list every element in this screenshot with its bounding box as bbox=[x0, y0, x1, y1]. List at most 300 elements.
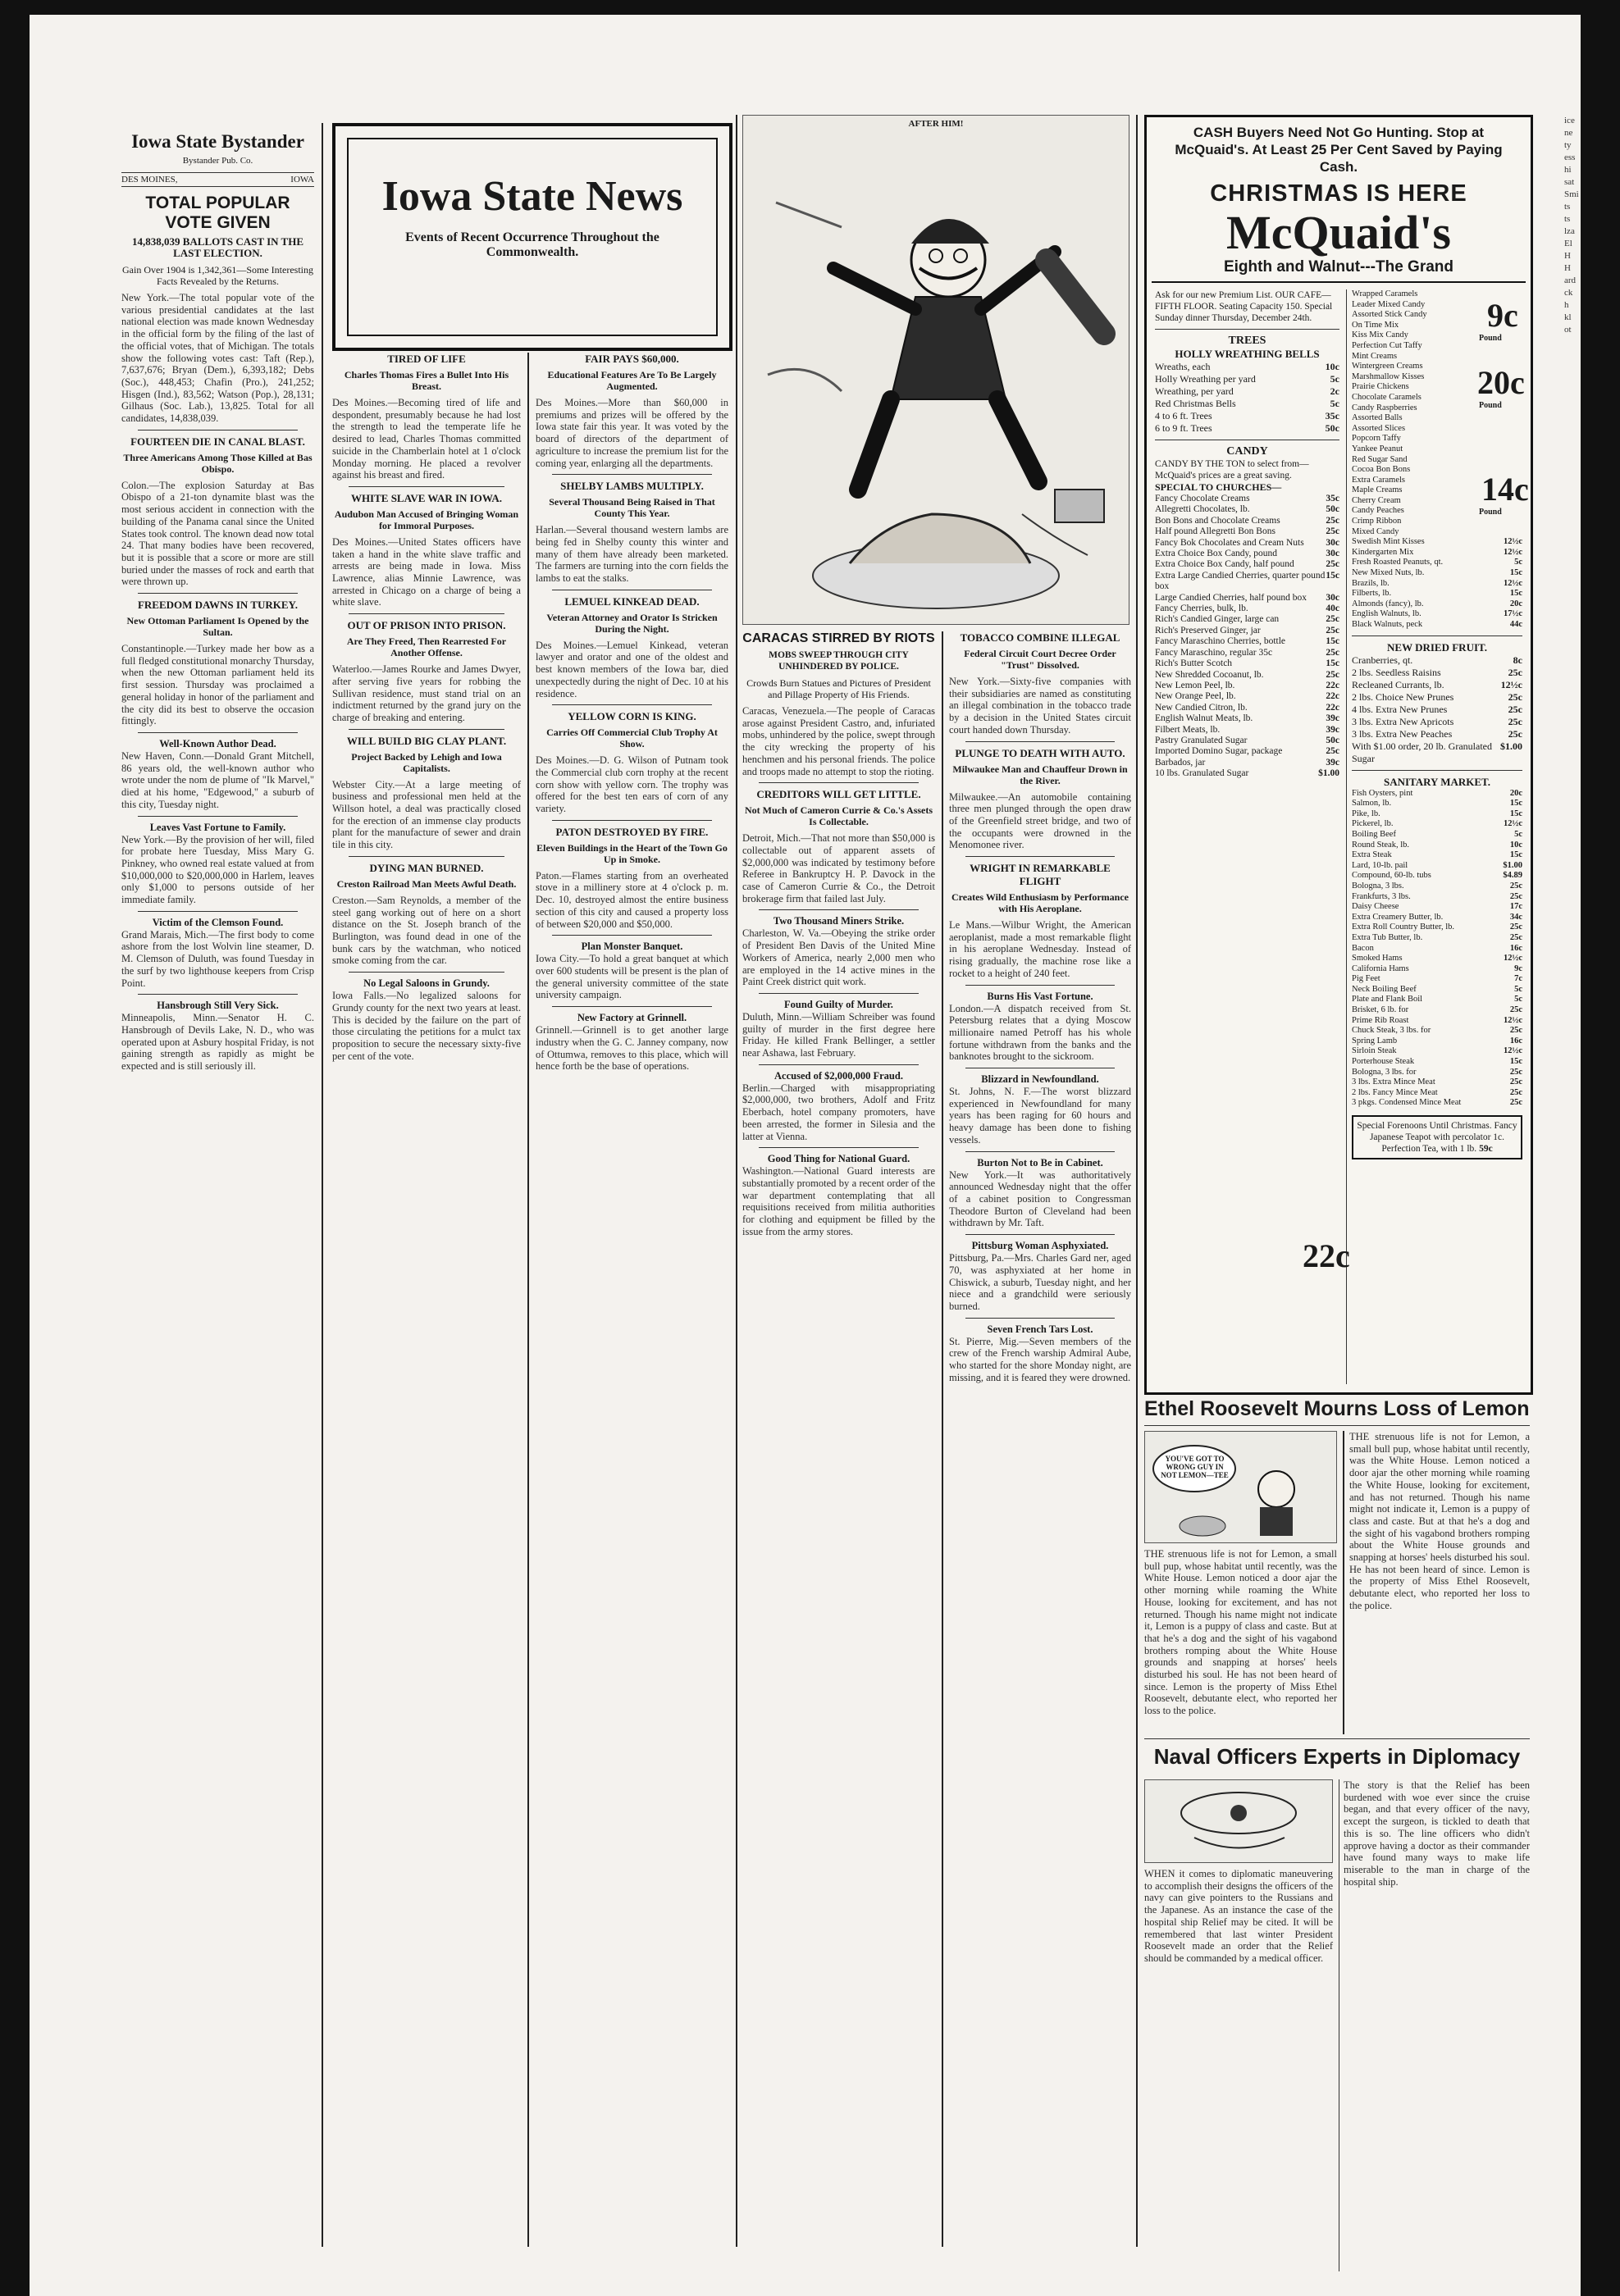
item-price: 25c bbox=[1509, 1087, 1522, 1097]
price-row bbox=[1352, 654, 1522, 667]
item-name: Round Steak, lb. bbox=[1352, 840, 1409, 850]
slave-subhead: Audubon Man Accused of Bringing Woman for Immoral Purposes. bbox=[334, 508, 519, 531]
column-4 bbox=[742, 631, 935, 2288]
item-name: Cherry Cream bbox=[1352, 495, 1401, 505]
item-price: 20c bbox=[1509, 599, 1522, 608]
item-price: 12½c bbox=[1503, 1015, 1522, 1025]
ad-big-price-3: 14c bbox=[1481, 471, 1529, 508]
price-row bbox=[1352, 413, 1522, 424]
price-row bbox=[1352, 892, 1522, 903]
item-price: 7c bbox=[1514, 974, 1522, 984]
state-news-title: Iowa State News bbox=[381, 173, 683, 220]
item-name: 3 lbs. Extra New Peaches bbox=[1352, 727, 1453, 740]
item-name: Recleaned Currants, lb. bbox=[1352, 678, 1444, 690]
auto-story: Milwaukee.—An automobile containing three men plunged through the open draw of the Greenfield street bridge, and two of the occupants were drowned in the Menomonee river. bbox=[949, 790, 1131, 851]
lemon-story: THE strenuous life is not for Lemon, a small bull pup, whose habitat until recently, was the White House. Lemon noticed a door ajar the other morning while roaming the White House, looking for excitement, and has not returned. Though his name might not indicate it, Lemon is a puppy of class and caste. But at that he's a dog and the sight of his vagabond brothers romping about the White House grounds and snapping at horses' heels disturbed his soul. He has not been heard of since. Lemon is the property of Miss Ethel Roosevelt, debutante elect, who reported her loss to the police. bbox=[1144, 1548, 1337, 1717]
item-price: 25c bbox=[1509, 932, 1522, 942]
item-name: Allegretti Chocolates, lb. bbox=[1155, 504, 1250, 515]
fair-story: Des Moines.—More than $60,000 in premiums and prizes will be offered by the Iowa state fair this year. It was voted by the board of directors of the department of agriculture to increase the premium list for the coming year, enlarging all the departments. bbox=[536, 397, 728, 469]
item-name: New Candied Citron, lb. bbox=[1155, 702, 1248, 713]
item-name: Maple Creams bbox=[1352, 485, 1403, 495]
price-row bbox=[1352, 985, 1522, 995]
item-name: Bon Bons and Chocolate Creams bbox=[1155, 515, 1280, 526]
price-row bbox=[1352, 620, 1522, 631]
ad-left-column bbox=[1155, 289, 1339, 780]
item-name: Cranberries, qt. bbox=[1352, 654, 1413, 666]
masthead-state: IOWA bbox=[290, 175, 314, 184]
price-row bbox=[1352, 1088, 1522, 1099]
item-name: Neck Boiling Beef bbox=[1352, 984, 1417, 994]
item-name: Spring Lamb bbox=[1352, 1036, 1398, 1046]
price-row bbox=[1155, 549, 1339, 559]
item-name: Chuck Steak, 3 lbs. for bbox=[1352, 1026, 1431, 1036]
item-name: Cocoa Bon Bons bbox=[1352, 465, 1411, 475]
item-name: Swedish Mint Kisses bbox=[1352, 537, 1425, 547]
item-price: 5c bbox=[1514, 995, 1522, 1004]
item-name: 4 lbs. Extra New Prunes bbox=[1352, 703, 1448, 715]
item-price: 15c bbox=[1509, 799, 1522, 809]
item-name: Extra Roll Country Butter, lb. bbox=[1352, 922, 1454, 932]
item-price: 16c bbox=[1509, 1036, 1522, 1046]
adjacent-page-strip: ice ne ty ess hi sat Smi ts ts lza El H H ard ck h kl ot bbox=[1564, 116, 1579, 335]
miners-story: Charleston, W. Va.—Obeying the strike order of President Ben Davis of the United Mine Workers of America, nearly 2,000 men who are employed in the 14 active mines in the Paint Creek district quit work. bbox=[742, 927, 935, 988]
item-price: 25c bbox=[1509, 1005, 1522, 1015]
price-row bbox=[1352, 995, 1522, 1005]
price-row bbox=[1352, 1026, 1522, 1036]
blizzard-headline: Blizzard in Newfoundland. bbox=[981, 1073, 1099, 1086]
price-row bbox=[1155, 736, 1339, 746]
guard-headline: Good Thing for National Guard. bbox=[767, 1153, 910, 1165]
tobacco-story: New York.—Sixty-five companies with their subsidiaries are named as constituting an illegal combination in the tobacco trade by a decision in the United States circuit court handed down Thursday. bbox=[949, 676, 1131, 736]
dying-story: Creston.—Sam Reynolds, a member of the steel gang working out of here on a short distance on the St. Joseph branch of the Burlington, was found dead in one of the bunk cars by the watchman, who noticed smoke coming from the car. bbox=[332, 894, 521, 967]
ad-cash-buyers: CASH Buyers Need Not Go Hunting. Stop at McQuaid's. At Least 25 Per Cent Saved by Paying Cash. bbox=[1175, 125, 1503, 175]
ad-sanitary-list bbox=[1352, 789, 1522, 1109]
masthead-city: DES MOINES, bbox=[121, 175, 178, 184]
item-name: Pike, lb. bbox=[1352, 809, 1380, 818]
item-name: Popcorn Taffy bbox=[1352, 434, 1401, 444]
item-name: Rich's Butter Scotch bbox=[1155, 658, 1233, 669]
item-price: 40c bbox=[1326, 604, 1339, 614]
item-name: Almonds (fancy), lb. bbox=[1352, 599, 1424, 608]
price-row bbox=[1352, 799, 1522, 809]
item-price: 10c bbox=[1509, 840, 1522, 850]
item-price: 34c bbox=[1509, 912, 1522, 922]
naval-illustration bbox=[1144, 1779, 1333, 1863]
item-name: Pastry Granulated Sugar bbox=[1155, 735, 1248, 745]
caracas-subhead: MOBS SWEEP THROUGH CITY UNHINDERED BY POLICE. bbox=[769, 650, 909, 672]
item-price: 15c bbox=[1326, 636, 1339, 647]
item-name: Crimp Ribbon bbox=[1352, 517, 1402, 526]
item-price: 25c bbox=[1326, 647, 1339, 658]
factory-story: Grinnell.—Grinnell is to get another large industry when the G. C. Janney company, now of Ottumwa, removes to this place, which will hence forth be the base of operations. bbox=[536, 1024, 728, 1073]
factory-headline: New Factory at Grinnell. bbox=[577, 1012, 687, 1024]
lemon-cartoon bbox=[1144, 1431, 1337, 1543]
column-3 bbox=[536, 353, 728, 2288]
fortune-story: New York.—By the provision of her will, filed for probate here Tuesday, Miss Mary G. Pinkney, who owned real estate valued at from $10,000,000 to $20,000,000 in Harlem, leaves only $1,000 to persons outside of her immediate family. bbox=[121, 833, 314, 906]
price-row bbox=[1352, 589, 1522, 599]
ad-dried-heading: NEW DRIED FRUIT. bbox=[1387, 640, 1487, 654]
price-row bbox=[1352, 679, 1522, 691]
canal-headline: FOURTEEN DIE IN CANAL BLAST. bbox=[130, 435, 305, 448]
price-row bbox=[1352, 691, 1522, 704]
creditors-story: Detroit, Mich.—That not more than $50,000 is collectable out of apparent assets of $2,000,000 was indicated by testimony before Referee in Bankruptcy H. P. Davock in the case of Cameron Currie & Co., the Detroit brokerage firm that failed last July. bbox=[742, 832, 935, 904]
state-news-subtitle: Events of Recent Occurrence Throughout the Commonwealth. bbox=[405, 230, 659, 259]
ad-store-name: McQuaid's bbox=[1226, 206, 1451, 259]
item-name: 10 lbs. Granulated Sugar bbox=[1155, 768, 1249, 779]
canal-subhead: Three Americans Among Those Killed at Bas Obispo. bbox=[123, 451, 313, 475]
item-price: 25c bbox=[1509, 1026, 1522, 1036]
ad-candy-note: CANDY BY THE TON to select from—McQuaid's prices are a great saving. bbox=[1155, 459, 1309, 481]
item-name: Extra Steak bbox=[1352, 850, 1392, 860]
naval-right-col bbox=[1344, 1779, 1530, 1888]
price-row bbox=[1352, 789, 1522, 800]
banquet-story: Iowa City.—To hold a great banquet at which over 600 students will be present is the plan of the general university committee of the state university campaign. bbox=[536, 953, 728, 1001]
caracas-story: Caracas, Venezuela.—The people of Caracas arose against President Castro, and, infuriated mobs, unhindered by the police, swept through the city wrecking the property of his henchmen and his personal friends. The police and troops made no attempt to stop the rioting. bbox=[742, 705, 935, 777]
item-name: Perfection Cut Taffy bbox=[1352, 340, 1422, 350]
item-price: 15c bbox=[1509, 809, 1522, 818]
item-price: 22c bbox=[1326, 691, 1339, 702]
price-row bbox=[1155, 758, 1339, 768]
tired-story: Des Moines.—Becoming tired of life and despondent, presumably because he had lost the strength to lead the temperate life he desired to lead, Charles Thomas committed suicide in the Chamberlain hotel at 1 o'clock Monday morning. He placed a revolver against his breast and fired. bbox=[332, 397, 521, 481]
item-price: 15c bbox=[1509, 568, 1522, 578]
clemson-headline: Victim of the Clemson Found. bbox=[152, 916, 284, 928]
burton-story: New York.—It was authoritatively announced Wednesday night that the offer of a cabinet position to Congressman Theodore Burton of Cleveland had been withdrawn by Mr. Taft. bbox=[949, 1168, 1131, 1229]
price-row bbox=[1352, 609, 1522, 620]
ad-big-price-1: 9c bbox=[1487, 297, 1518, 334]
price-row bbox=[1155, 691, 1339, 702]
prison-headline: OUT OF PRISON INTO PRISON. bbox=[347, 619, 506, 632]
price-row bbox=[1352, 716, 1522, 728]
hansbrough-story: Minneapolis, Minn.—Senator H. C. Hansbrough of Devils Lake, N. D., who was operated upon at Asbury hospital Friday, is not gaining strength as rapidly as might be expected and is still seriously ill. bbox=[121, 1012, 314, 1073]
item-name: Plate and Flank Boil bbox=[1352, 995, 1423, 1004]
price-row bbox=[1155, 373, 1339, 385]
item-name: Filbert Meats, lb. bbox=[1155, 724, 1221, 735]
clay-headline: WILL BUILD BIG CLAY PLANT. bbox=[346, 734, 507, 747]
price-row bbox=[1155, 768, 1339, 779]
miners-headline: Two Thousand Miners Strike. bbox=[773, 915, 905, 927]
item-price: 25c bbox=[1326, 625, 1339, 636]
item-name: 6 to 9 ft. Trees bbox=[1155, 422, 1212, 434]
item-price: 25c bbox=[1326, 526, 1339, 537]
burns-story: London.—A dispatch received from St. Petersburg relates that a dying Moscow millionaire named Petroff has his whole fortune withdrawn from the banks and the banknotes brought to the sickroom. bbox=[949, 1002, 1131, 1063]
ad-candy-list bbox=[1155, 494, 1339, 780]
item-price: $4.89 bbox=[1503, 871, 1522, 881]
price-row bbox=[1352, 882, 1522, 892]
item-price: 50c bbox=[1325, 422, 1339, 434]
auto-headline: PLUNGE TO DEATH WITH AUTO. bbox=[955, 746, 1125, 759]
item-price: 2c bbox=[1330, 385, 1339, 397]
item-name: Fancy Maraschino Cherries, bottle bbox=[1155, 636, 1286, 647]
ad-candy-heading: CANDY bbox=[1226, 445, 1268, 458]
item-name: Wreaths, each bbox=[1155, 361, 1211, 372]
kinkead-subhead: Veteran Attorney and Orator Is Stricken During the Night. bbox=[546, 611, 718, 635]
price-row bbox=[1352, 434, 1522, 444]
item-name: Rich's Candied Ginger, large can bbox=[1155, 614, 1280, 625]
burton-headline: Burton Not to Be in Cabinet. bbox=[977, 1156, 1103, 1168]
wright-story: Le Mans.—Wilbur Wright, the American aeroplanist, made a most remarkable flight in his aeroplane Wednesday. Instead of rising gradually, the machine rose like a rocket to a height of 240 feet. bbox=[949, 919, 1131, 979]
naval-story-1: WHEN it comes to diplomatic maneuvering to accomplish their designs the officers of the navy can give pointers to the Russians and the Japanese. As an instance the case of the hospital ship Relief may be cited. It will be remembered that last winter President Roosevelt made an order that the Relief should be commanded by a medical officer. bbox=[1144, 1868, 1333, 1964]
price-row bbox=[1352, 558, 1522, 568]
item-price: 25c bbox=[1508, 703, 1522, 715]
masthead-dateline bbox=[121, 172, 314, 187]
ad-big-label-2: Pound bbox=[1479, 401, 1502, 410]
item-price: 12½c bbox=[1503, 1046, 1522, 1056]
item-price: 50c bbox=[1326, 735, 1339, 745]
price-row bbox=[1155, 398, 1339, 410]
paton-story: Paton.—Flames starting from an overheated stove in a millinery store at 4 o'clock p. m. Dec. 10, destroyed almost the entire business section of this city and caused a property loss of between $20,000 and $50,000. bbox=[536, 869, 728, 930]
prison-story: Waterloo.—James Rourke and James Dwyer, after serving five years for robbing the Sullivan residence, must stand trial on an indictment returned by the grand jury on the charge of breaking and entering. bbox=[332, 663, 521, 723]
item-price: 15c bbox=[1326, 658, 1339, 669]
ad-churches: SPECIAL TO CHURCHES— bbox=[1155, 481, 1282, 493]
turkey-story: Constantinople.—Turkey made her bow as a full fledged constitutional monarchy Thursday, when the new Ottoman parliament held its first session. Thursday was proclaimed a general holiday in honor of the parliament and the city did its best to observe the occasion fittingly. bbox=[121, 643, 314, 727]
item-price: 30c bbox=[1326, 549, 1339, 559]
item-name: Extra Tub Butter, lb. bbox=[1352, 932, 1423, 942]
item-price: $1.00 bbox=[1318, 768, 1339, 779]
item-price: 10c bbox=[1325, 361, 1339, 372]
price-row bbox=[1155, 559, 1339, 570]
caracas-headline: CARACAS STIRRED BY RIOTS bbox=[742, 631, 935, 645]
item-name: 2 lbs. Fancy Mince Meat bbox=[1352, 1087, 1438, 1097]
item-price: 25c bbox=[1508, 690, 1522, 703]
wright-headline: WRIGHT IN REMARKABLE FLIGHT bbox=[970, 862, 1111, 888]
item-name: Compound, 60-lb. tubs bbox=[1352, 871, 1431, 881]
item-price: 17½c bbox=[1503, 609, 1522, 619]
item-price: $1.00 bbox=[1503, 860, 1522, 870]
price-row bbox=[1155, 516, 1339, 526]
price-row bbox=[1352, 1036, 1522, 1047]
item-price: 25c bbox=[1509, 1067, 1522, 1077]
ad-big-price-4: 22c bbox=[1303, 1237, 1350, 1274]
author-story: New Haven, Conn.—Donald Grant Mitchell, 86 years old, the well-known author who wrote under the nom de plume of "Ik Marvel," died at his home, "Edgewood," a suburb of this city, Tuesday night. bbox=[121, 749, 314, 810]
paton-subhead: Eleven Buildings in the Heart of the Town Go Up in Smoke. bbox=[536, 841, 728, 865]
guard-story: Washington.—National Guard interests are substantially promoted by a recent order of the war department contemplating that all requisitions received from militia authorities for clothing and equipment be filled by the issue from the army stores. bbox=[742, 1165, 935, 1237]
asphyxiated-headline: Pittsburg Woman Asphyxiated. bbox=[971, 1240, 1109, 1252]
item-name: Assorted Stick Candy bbox=[1352, 310, 1427, 320]
price-row bbox=[1352, 974, 1522, 985]
price-row bbox=[1155, 713, 1339, 724]
price-row bbox=[1155, 703, 1339, 713]
item-name: New Mixed Nuts, lb. bbox=[1352, 568, 1425, 578]
naval-headline: Naval Officers Experts in Diplomacy bbox=[1153, 1744, 1521, 1769]
item-price: 30c bbox=[1326, 537, 1339, 548]
item-price: 25c bbox=[1509, 922, 1522, 932]
item-name: On Time Mix bbox=[1352, 320, 1399, 330]
item-name: 4 to 6 ft. Trees bbox=[1155, 410, 1212, 421]
price-row bbox=[1155, 538, 1339, 549]
turkey-subhead: New Ottoman Parliament Is Opened by the Sultan. bbox=[126, 615, 309, 639]
item-name: 3 lbs. Extra New Apricots bbox=[1352, 715, 1454, 727]
price-row bbox=[1155, 626, 1339, 636]
item-price: 25c bbox=[1326, 614, 1339, 625]
ad-dried-list bbox=[1352, 654, 1522, 765]
fortune-headline: Leaves Vast Fortune to Family. bbox=[149, 821, 286, 833]
price-row bbox=[1155, 614, 1339, 625]
item-name: 3 pkgs. Condensed Mince Meat bbox=[1352, 1098, 1462, 1108]
item-name: Rich's Preserved Ginger, jar bbox=[1155, 625, 1261, 636]
item-name: Marshmallow Kisses bbox=[1352, 371, 1425, 381]
item-name: Extra Choice Box Candy, pound bbox=[1155, 549, 1278, 559]
item-price: 25c bbox=[1326, 669, 1339, 680]
item-name: 2 lbs. Choice New Prunes bbox=[1352, 690, 1454, 703]
price-row bbox=[1155, 571, 1339, 593]
item-name: Kindergarten Mix bbox=[1352, 547, 1414, 557]
item-price: 25c bbox=[1508, 727, 1522, 740]
ad-big-label-1: Pound bbox=[1479, 334, 1502, 343]
grundy-headline: No Legal Saloons in Grundy. bbox=[363, 977, 490, 990]
ad-sanitary-heading: SANITARY MARKET. bbox=[1383, 775, 1491, 788]
corn-headline: YELLOW CORN IS KING. bbox=[568, 710, 696, 723]
price-row bbox=[1155, 681, 1339, 691]
ad-address: Eighth and Walnut---The Grand bbox=[1223, 258, 1454, 276]
lead-subhead: 14,838,039 BALLOTS CAST IN THE LAST ELECTION. bbox=[131, 235, 304, 259]
item-price: 25c bbox=[1326, 515, 1339, 526]
price-row bbox=[1352, 819, 1522, 830]
item-name: With $1.00 order, 20 lb. Granulated Sugar bbox=[1352, 740, 1492, 764]
prison-subhead: Are They Freed, Then Rearrested For Another Offense. bbox=[346, 636, 507, 659]
lemon-article-continued bbox=[1349, 1431, 1530, 1734]
item-name: Chocolate Caramels bbox=[1352, 392, 1421, 402]
item-name: Fancy Cherries, bulk, lb. bbox=[1155, 604, 1248, 614]
naval-article bbox=[1144, 1738, 1530, 2271]
clemson-story: Grand Marais, Mich.—The first body to come ashore from the lost Wolvin line steamer, D. M. Clemson of Duluth, was found Tuesday in the surf by two lighthouse keepers from Crisp Point. bbox=[121, 928, 314, 989]
dying-headline: DYING MAN BURNED. bbox=[369, 861, 484, 874]
item-name: Wreathing, per yard bbox=[1155, 385, 1234, 397]
price-row bbox=[1155, 746, 1339, 757]
price-row bbox=[1352, 352, 1522, 362]
item-name: Prime Rib Roast bbox=[1352, 1015, 1409, 1025]
price-row bbox=[1352, 954, 1522, 964]
wright-subhead: Creates Wild Enthusiasm by Performance with His Aeroplane. bbox=[951, 891, 1129, 915]
price-row bbox=[1352, 455, 1522, 466]
item-name: Porterhouse Steak bbox=[1352, 1057, 1415, 1067]
item-name: Lard, 10-lb. pail bbox=[1352, 860, 1408, 870]
masthead-title: Iowa State Bystander bbox=[131, 131, 304, 152]
item-name: Extra Choice Box Candy, half pound bbox=[1155, 559, 1294, 570]
item-price: 25c bbox=[1508, 715, 1522, 727]
price-row bbox=[1352, 740, 1522, 765]
item-name: Brisket, 6 lb. for bbox=[1352, 1005, 1409, 1015]
slave-story: Des Moines.—United States officers have taken a hand in the white slave traffic and arrests are being made in Iowa. Miss Lawrence, alias Minnie Lawrence, was arrested in Chicago on a charge of being a white slave. bbox=[332, 535, 521, 608]
price-row bbox=[1155, 361, 1339, 373]
item-name: Holly Wreathing per yard bbox=[1155, 373, 1256, 385]
item-name: Frankfurts, 3 lbs. bbox=[1352, 891, 1411, 901]
item-name: Red Sugar Sand bbox=[1352, 454, 1408, 464]
column-1 bbox=[121, 131, 314, 1073]
item-name: Fresh Roasted Peanuts, qt. bbox=[1352, 558, 1444, 567]
price-row bbox=[1352, 517, 1522, 527]
tired-headline: TIRED OF LIFE bbox=[387, 353, 466, 365]
item-name: Extra Large Candied Cherries, quarter pound box bbox=[1155, 570, 1326, 592]
price-row bbox=[1352, 1005, 1522, 1016]
item-price: 44c bbox=[1509, 620, 1522, 629]
blizzard-story: St. Johns, N. F.—The worst blizzard experienced in Newfoundland for many years has been raging for 60 hours and heavy damage has been done to fishing vessels. bbox=[949, 1086, 1131, 1146]
item-price: 25c bbox=[1509, 881, 1522, 891]
item-price: 25c bbox=[1326, 559, 1339, 570]
column-5 bbox=[949, 631, 1131, 2288]
lemon-headline: Ethel Roosevelt Mourns Loss of Lemon bbox=[1144, 1397, 1530, 1420]
fraud-story: Berlin.—Charged with misappropriating $2,000,000, two brothers, Adolf and Fritz Eberbach, hotel company promoters, have been arrested, the former in Silesia and the latter at Vienna. bbox=[742, 1082, 935, 1142]
item-name: Kiss Mix Candy bbox=[1352, 330, 1408, 340]
mcquaids-advertisement bbox=[1144, 115, 1533, 1395]
item-price: 25c bbox=[1509, 1098, 1522, 1108]
item-name: Half pound Allegretti Bon Bons bbox=[1155, 526, 1275, 537]
price-row bbox=[1155, 658, 1339, 669]
item-name: Brazils, lb. bbox=[1352, 578, 1390, 588]
price-row bbox=[1352, 922, 1522, 933]
ad-special-price: 59c bbox=[1479, 1144, 1493, 1154]
item-price: 25c bbox=[1326, 746, 1339, 757]
price-row bbox=[1352, 537, 1522, 548]
item-name: Leader Mixed Candy bbox=[1352, 299, 1426, 309]
price-row bbox=[1352, 424, 1522, 435]
fraud-headline: Accused of $2,000,000 Fraud. bbox=[774, 1069, 903, 1082]
price-row bbox=[1155, 725, 1339, 736]
item-name: Smoked Hams bbox=[1352, 954, 1403, 963]
item-price: 39c bbox=[1326, 713, 1339, 724]
lemon-cartoon-text: YOU'VE GOT TO WRONG GUY IN NOT LEMON—TEE bbox=[1161, 1455, 1229, 1479]
item-name: Filberts, lb. bbox=[1352, 589, 1392, 599]
ad-special-note: Special Forenoons Until Christmas. Fancy Japanese Teapot with percolator 1c. Perfection Tea, with 1 lb. bbox=[1357, 1121, 1517, 1154]
item-price: 22c bbox=[1326, 702, 1339, 713]
lemon-story-continued: THE strenuous life is not for Lemon, a small bull pup, whose habitat until recently, was the White House. Lemon noticed a door ajar the other morning while roaming the White House, looking for excitement, and has not returned. Though his name might not indicate it, Lemon is a puppy of class and caste. But at that he's a dog and the sight of his vagabond brothers romping about the White House grounds and snapping at horses' heels disturbed his soul. He has not been heard of since. Lemon is the property of Miss Ethel Roosevelt, debutante elect, who reported her loss to the police. bbox=[1349, 1431, 1530, 1611]
price-row bbox=[1352, 728, 1522, 740]
price-row bbox=[1352, 809, 1522, 820]
item-name: Mixed Candy bbox=[1352, 526, 1399, 536]
banquet-headline: Plan Monster Banquet. bbox=[581, 941, 683, 953]
item-price: 15c bbox=[1326, 570, 1339, 581]
column-2 bbox=[332, 353, 521, 2288]
item-name: Candy Raspberries bbox=[1352, 403, 1417, 412]
price-row bbox=[1352, 568, 1522, 579]
price-row bbox=[1352, 1057, 1522, 1068]
lead-headline: TOTAL POPULAR VOTE GIVEN bbox=[145, 194, 290, 232]
item-name: Barbados, jar bbox=[1155, 757, 1206, 768]
lead-story: New York.—The total popular vote of the various presidential candidates at the last national election was made known Wednesday in the official form by the filing of the last of the official votes, that of Michigan. The totals show the following votes cast: Taft (Rep.), 7,637,676; Bryan (Dem.), 6,393,182; Debs (Soc.), 448,453; Chafin (Pro.), 241,252; Hisgen (Ind.), 83,562; Watson (Pop.), 28,131; Gilhaus (Soc. Lab.), 13,825. Total for all candidates, 14,838,039. bbox=[121, 292, 314, 425]
price-row bbox=[1155, 422, 1339, 435]
item-name: Assorted Slices bbox=[1352, 423, 1406, 433]
item-name: English Walnuts, lb. bbox=[1352, 609, 1421, 619]
item-name: Large Candied Cherries, half pound box bbox=[1155, 592, 1307, 603]
item-name: Fancy Bok Chocolates and Cream Nuts bbox=[1155, 537, 1304, 548]
item-name: Wrapped Caramels bbox=[1352, 289, 1418, 298]
price-row bbox=[1352, 871, 1522, 882]
item-price: 5c bbox=[1330, 373, 1339, 385]
dying-subhead: Creston Railroad Man Meets Awful Death. bbox=[336, 877, 517, 890]
corn-subhead: Carries Off Commercial Club Trophy At Show. bbox=[546, 727, 718, 750]
item-name: 2 lbs. Seedless Raisins bbox=[1352, 666, 1441, 678]
item-price: 12½c bbox=[1503, 954, 1522, 963]
price-row bbox=[1352, 830, 1522, 840]
price-row bbox=[1352, 444, 1522, 455]
item-name: Bologna, 3 lbs. for bbox=[1352, 1067, 1417, 1077]
price-row bbox=[1352, 1068, 1522, 1078]
item-name: Boiling Beef bbox=[1352, 829, 1396, 839]
naval-illustration-drawing bbox=[1145, 1780, 1332, 1862]
item-price: 35c bbox=[1326, 494, 1339, 503]
item-name: Extra Creamery Butter, lb. bbox=[1352, 912, 1444, 922]
naval-story-2: The story is that the Relief has been burdened with woe ever since the cruise began, and that every officer of the navy, except the surgeon, is tickled to death that this is so. The line officers who didn't approve having a doctor as their commander have found many ways to make life miserable to the man in charge of the hospital ship. bbox=[1344, 1779, 1530, 1888]
scan-border-left bbox=[0, 0, 30, 2296]
masthead-publisher: Bystander Pub. Co. bbox=[182, 156, 253, 166]
scan-border-right bbox=[1581, 0, 1620, 2296]
item-name: Imported Domino Sugar, package bbox=[1155, 746, 1283, 757]
item-name: Daisy Cheese bbox=[1352, 902, 1399, 912]
murder-story: Duluth, Minn.—William Schreiber was found guilty of murder in the first degree here Friday. He killed Frank Bellinger, a settler near Ashawa, last February. bbox=[742, 1010, 935, 1059]
price-row bbox=[1352, 944, 1522, 954]
price-row bbox=[1155, 636, 1339, 647]
lambs-subhead: Several Thousand Being Raised in That County This Year. bbox=[549, 496, 715, 520]
kinkead-story: Des Moines.—Lemuel Kinkead, veteran lawyer and orator and one of the oldest and best known members of the Iowa bar, died unexpectedly during the night of Dec. 10 at his residence. bbox=[536, 639, 729, 699]
